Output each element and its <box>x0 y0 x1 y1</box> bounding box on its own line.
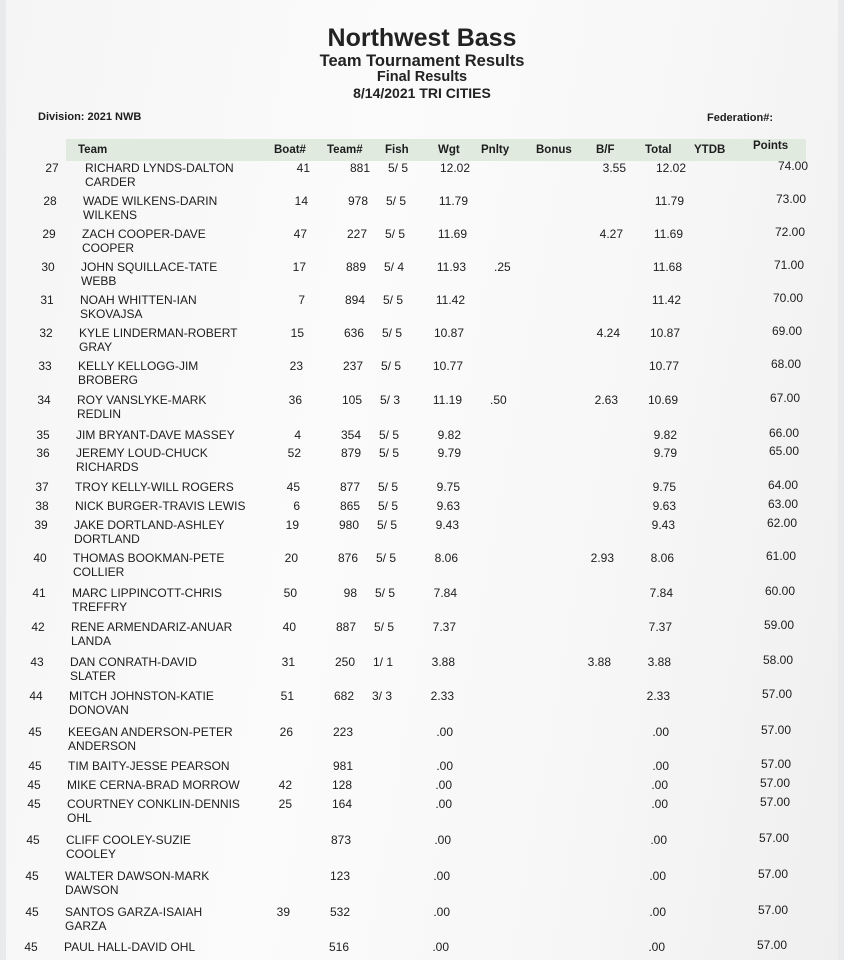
boat-number-cell: 50 <box>283 586 297 600</box>
team-name-line2: TREFFRY <box>72 600 128 614</box>
big-fish-cell: 2.93 <box>590 551 614 565</box>
boat-number-cell: 17 <box>292 260 306 274</box>
total-weight-cell: .00 <box>650 833 667 847</box>
points-cell: 71.00 <box>773 258 804 272</box>
total-weight-cell: 10.87 <box>649 326 680 340</box>
team-name-cell: RICHARD LYNDS-DALTON <box>85 161 234 175</box>
results-sheet <box>6 0 838 960</box>
team-number-cell: 889 <box>345 260 366 274</box>
weight-cell: .00 <box>436 725 453 739</box>
points-cell: 58.00 <box>762 653 793 667</box>
penalty-cell: .25 <box>494 260 511 274</box>
weight-cell: 10.77 <box>432 359 463 373</box>
team-name-cell: TROY KELLY-WILL ROGERS <box>75 480 234 494</box>
weight-cell: 9.75 <box>436 480 460 494</box>
fish-count-cell: 5/ 5 <box>378 480 399 494</box>
fish-count-cell: 5/ 5 <box>378 499 399 513</box>
weight-cell: 9.43 <box>435 518 459 532</box>
fish-count-cell: 5/ 5 <box>388 161 409 175</box>
total-weight-cell: .00 <box>648 940 665 954</box>
team-name-cell: MIKE CERNA-BRAD MORROW <box>67 778 240 792</box>
team-name-cell: JEREMY LOUD-CHUCK <box>76 446 208 460</box>
total-weight-cell: 11.69 <box>653 227 683 241</box>
fish-count-cell: 5/ 5 <box>379 428 400 442</box>
points-cell: 57.00 <box>759 776 790 790</box>
team-number-cell: 877 <box>339 480 360 494</box>
weight-cell: 3.88 <box>431 655 455 669</box>
boat-number-cell: 51 <box>280 689 294 703</box>
rank-cell: 45 <box>25 905 39 919</box>
col-total: Total <box>645 144 672 156</box>
page-subtitle: Team Tournament Results <box>319 52 525 70</box>
points-cell: 62.00 <box>766 516 797 530</box>
team-number-cell: 981 <box>332 759 353 773</box>
boat-number-cell: 40 <box>282 620 296 634</box>
team-number-cell: 887 <box>335 620 356 634</box>
team-name-cell: ZACH COOPER-DAVE <box>82 227 206 241</box>
boat-number-cell: 15 <box>290 326 304 340</box>
team-name-cell: MARC LIPPINCOTT-CHRIS <box>72 586 223 600</box>
team-number-cell: 123 <box>329 869 350 883</box>
rank-cell: 45 <box>28 725 42 739</box>
rank-cell: 28 <box>43 194 57 208</box>
total-weight-cell: .00 <box>651 778 668 792</box>
big-fish-cell: 3.55 <box>602 161 626 175</box>
points-cell: 59.00 <box>763 618 794 632</box>
boat-number-cell: 47 <box>293 227 307 241</box>
weight-cell: 2.33 <box>430 689 454 703</box>
team-number-cell: 105 <box>341 393 362 407</box>
team-name-line2: RICHARDS <box>76 460 139 474</box>
col-ytdb: YTDB <box>694 144 726 156</box>
rank-cell: 45 <box>24 940 38 954</box>
fish-count-cell: 5/ 5 <box>376 551 397 565</box>
team-number-cell: 876 <box>337 551 358 565</box>
rank-cell: 33 <box>38 359 52 373</box>
total-weight-cell: 9.79 <box>653 446 677 460</box>
team-name-line2: OHL <box>67 811 92 825</box>
team-name-line2: COLLIER <box>73 565 125 579</box>
rank-cell: 38 <box>35 499 49 513</box>
team-name-cell: COURTNEY CONKLIN-DENNIS <box>67 797 240 811</box>
rank-cell: 44 <box>29 689 43 703</box>
boat-number-cell: 4 <box>294 428 301 442</box>
results-type: Final Results <box>376 69 468 85</box>
boat-number-cell: 23 <box>289 359 303 373</box>
total-weight-cell: 9.75 <box>652 480 676 494</box>
boat-number-cell: 14 <box>294 194 308 208</box>
boat-number-cell: 36 <box>288 393 302 407</box>
total-weight-cell: .00 <box>651 797 668 811</box>
team-number-cell: 879 <box>340 446 361 460</box>
weight-cell: .00 <box>435 778 452 792</box>
points-cell: 57.00 <box>759 795 790 809</box>
team-number-cell: 980 <box>338 518 359 532</box>
team-name-cell: KYLE LINDERMAN-ROBERT <box>79 326 238 340</box>
rank-cell: 39 <box>34 518 48 532</box>
points-cell: 69.00 <box>771 324 802 338</box>
fish-count-cell: 5/ 3 <box>380 393 401 407</box>
points-cell: 68.00 <box>770 357 801 371</box>
fish-count-cell: 3/ 3 <box>372 689 393 703</box>
team-name-cell: THOMAS BOOKMAN-PETE <box>73 551 225 565</box>
team-name-cell: JIM BRYANT-DAVE MASSEY <box>76 428 235 442</box>
weight-cell: 9.79 <box>437 446 461 460</box>
total-weight-cell: 11.42 <box>651 293 681 307</box>
weight-cell: .00 <box>433 905 450 919</box>
team-name-line2: CARDER <box>85 175 136 189</box>
weight-cell: .00 <box>432 940 449 954</box>
col-bf: B/F <box>596 144 615 156</box>
team-name-cell: RENE ARMENDARIZ-ANUAR <box>71 620 233 634</box>
team-name-line2: BROBERG <box>78 373 139 387</box>
big-fish-cell: 4.24 <box>596 326 620 340</box>
total-weight-cell: 12.02 <box>655 161 686 175</box>
boat-number-cell: 41 <box>296 161 310 175</box>
team-number-cell: 164 <box>331 797 352 811</box>
team-name-line2: LANDA <box>71 634 112 648</box>
team-number-cell: 98 <box>343 586 357 600</box>
weight-cell: 11.42 <box>435 293 465 307</box>
federation-label: Federation#: <box>707 112 774 124</box>
weight-cell: 12.02 <box>439 161 470 175</box>
team-name-line2: DONOVAN <box>69 703 129 717</box>
total-weight-cell: 8.06 <box>650 551 674 565</box>
team-number-cell: 865 <box>339 499 360 513</box>
total-weight-cell: 7.37 <box>648 620 672 634</box>
rank-cell: 29 <box>42 227 56 241</box>
rank-cell: 31 <box>40 293 54 307</box>
team-name-line2: WILKENS <box>83 208 138 222</box>
team-number-cell: 250 <box>334 655 355 669</box>
total-weight-cell: .00 <box>652 759 669 773</box>
boat-number-cell: 42 <box>278 778 292 792</box>
total-weight-cell: .00 <box>649 905 666 919</box>
boat-number-cell: 26 <box>279 725 293 739</box>
team-name-cell: WALTER DAWSON-MARK <box>65 869 210 883</box>
points-cell: 61.00 <box>765 549 796 563</box>
team-number-cell: 881 <box>349 161 370 175</box>
points-cell: 57.00 <box>760 757 791 771</box>
team-number-cell: 682 <box>333 689 354 703</box>
team-name-cell: DAN CONRATH-DAVID <box>70 655 197 669</box>
big-fish-cell: 4.27 <box>599 227 623 241</box>
rank-cell: 41 <box>32 586 46 600</box>
weight-cell: 11.69 <box>437 227 467 241</box>
weight-cell: 7.37 <box>432 620 456 634</box>
team-name-cell: ROY VANSLYKE-MARK <box>77 393 207 407</box>
team-name-line2: GARZA <box>65 919 107 933</box>
weight-cell: .00 <box>433 869 450 883</box>
total-weight-cell: .00 <box>652 725 669 739</box>
fish-count-cell: 5/ 5 <box>375 586 396 600</box>
rank-cell: 35 <box>36 428 50 442</box>
fish-count-cell: 5/ 5 <box>382 326 403 340</box>
col-wgt: Wgt <box>438 144 460 156</box>
total-weight-cell: 9.43 <box>651 518 675 532</box>
points-cell: 73.00 <box>775 192 806 206</box>
weight-cell: 11.79 <box>438 194 468 208</box>
boat-number-cell: 31 <box>281 655 295 669</box>
team-number-cell: 354 <box>340 428 361 442</box>
fish-count-cell: 5/ 5 <box>381 359 402 373</box>
weight-cell: 11.19 <box>432 393 462 407</box>
total-weight-cell: 10.77 <box>648 359 679 373</box>
points-cell: 72.00 <box>774 225 805 239</box>
team-number-cell: 237 <box>342 359 363 373</box>
col-team: Team <box>78 144 108 156</box>
team-name-cell: MITCH JOHNSTON-KATIE <box>69 689 214 703</box>
big-fish-cell: 3.88 <box>587 655 611 669</box>
team-number-cell: 227 <box>346 227 367 241</box>
team-name-line2: GRAY <box>79 340 113 354</box>
weight-cell: 10.87 <box>433 326 464 340</box>
fish-count-cell: 1/ 1 <box>373 655 394 669</box>
team-name-line2: REDLIN <box>77 407 122 421</box>
total-weight-cell: 3.88 <box>647 655 671 669</box>
points-cell: 66.00 <box>768 426 799 440</box>
event-date-location: 8/14/2021 TRI CITIES <box>353 85 491 101</box>
total-weight-cell: 2.33 <box>646 689 670 703</box>
team-name-cell: WADE WILKENS-DARIN <box>83 194 218 208</box>
fish-count-cell: 5/ 4 <box>384 260 405 274</box>
weight-cell: 8.06 <box>434 551 458 565</box>
page-title: Northwest Bass <box>327 24 517 52</box>
team-name-line2: DORTLAND <box>74 532 140 546</box>
team-number-cell: 636 <box>343 326 364 340</box>
weight-cell: 11.93 <box>436 260 466 274</box>
points-cell: 57.00 <box>757 903 788 917</box>
team-name-line2: SLATER <box>70 669 116 683</box>
points-cell: 57.00 <box>760 723 791 737</box>
points-cell: 60.00 <box>764 584 795 598</box>
team-name-cell: NOAH WHITTEN-IAN <box>80 293 197 307</box>
total-weight-cell: 10.69 <box>647 393 678 407</box>
team-name-line2: ANDERSON <box>68 739 137 753</box>
col-pnlty: Pnlty <box>481 144 510 156</box>
col-points: Points <box>753 140 789 152</box>
total-weight-cell: 9.82 <box>653 428 677 442</box>
weight-cell: 7.84 <box>433 586 457 600</box>
rank-cell: 27 <box>45 161 59 175</box>
team-name-cell: TIM BAITY-JESSE PEARSON <box>68 759 230 773</box>
boat-number-cell: 52 <box>287 446 301 460</box>
points-cell: 57.00 <box>756 938 787 952</box>
total-weight-cell: 11.79 <box>654 194 684 208</box>
total-weight-cell: 9.63 <box>652 499 676 513</box>
team-number-cell: 873 <box>330 833 351 847</box>
col-boat: Boat# <box>274 144 306 156</box>
rank-cell: 32 <box>39 326 53 340</box>
big-fish-cell: 2.63 <box>594 393 618 407</box>
team-number-cell: 532 <box>329 905 350 919</box>
boat-number-cell: 20 <box>284 551 298 565</box>
team-name-cell: KEEGAN ANDERSON-PETER <box>68 725 233 739</box>
boat-number-cell: 39 <box>276 905 290 919</box>
rank-cell: 45 <box>25 869 39 883</box>
team-name-cell: SANTOS GARZA-ISAIAH <box>65 905 203 919</box>
col-fish: Fish <box>385 144 409 156</box>
fish-count-cell: 5/ 5 <box>386 194 407 208</box>
team-number-cell: 223 <box>332 725 353 739</box>
points-cell: 57.00 <box>757 867 788 881</box>
col-team-number: Team# <box>327 144 363 156</box>
total-weight-cell: 7.84 <box>649 586 673 600</box>
weight-cell: 9.63 <box>436 499 460 513</box>
team-number-cell: 128 <box>331 778 352 792</box>
team-name-cell: JAKE DORTLAND-ASHLEY <box>74 518 225 532</box>
points-cell: 57.00 <box>761 687 792 701</box>
total-weight-cell: .00 <box>649 869 666 883</box>
boat-number-cell: 25 <box>278 797 292 811</box>
points-cell: 74.00 <box>777 159 808 173</box>
weight-cell: .00 <box>435 797 452 811</box>
rank-cell: 45 <box>28 759 42 773</box>
team-name-cell: NICK BURGER-TRAVIS LEWIS <box>75 499 246 513</box>
rank-cell: 40 <box>33 551 47 565</box>
fish-count-cell: 5/ 5 <box>377 518 398 532</box>
total-weight-cell: 11.68 <box>652 260 682 274</box>
team-name-line2: DAWSON <box>65 883 119 897</box>
team-name-line2: COOLEY <box>66 847 117 861</box>
fish-count-cell: 5/ 5 <box>374 620 395 634</box>
rank-cell: 45 <box>26 833 40 847</box>
rank-cell: 45 <box>27 778 41 792</box>
team-number-cell: 894 <box>344 293 365 307</box>
rank-cell: 42 <box>31 620 45 634</box>
team-number-cell: 978 <box>347 194 368 208</box>
team-name-cell: PAUL HALL-DAVID OHL <box>64 940 196 954</box>
points-cell: 63.00 <box>767 497 798 511</box>
points-cell: 70.00 <box>772 291 803 305</box>
team-name-cell: CLIFF COOLEY-SUZIE <box>66 833 191 847</box>
points-cell: 65.00 <box>768 444 799 458</box>
team-name-line2: COOPER <box>82 241 135 255</box>
weight-cell: .00 <box>436 759 453 773</box>
fish-count-cell: 5/ 5 <box>385 227 406 241</box>
points-cell: 67.00 <box>769 391 800 405</box>
boat-number-cell: 6 <box>293 499 300 513</box>
rank-cell: 43 <box>30 655 44 669</box>
rank-cell: 36 <box>36 446 50 460</box>
points-cell: 57.00 <box>758 831 789 845</box>
rank-cell: 30 <box>41 260 55 274</box>
boat-number-cell: 7 <box>298 293 305 307</box>
division-label: Division: 2021 NWB <box>38 111 142 123</box>
weight-cell: .00 <box>434 833 451 847</box>
fish-count-cell: 5/ 5 <box>379 446 400 460</box>
team-number-cell: 516 <box>328 940 349 954</box>
fish-count-cell: 5/ 5 <box>383 293 404 307</box>
team-name-cell: JOHN SQUILLACE-TATE <box>81 260 218 274</box>
rank-cell: 37 <box>35 480 49 494</box>
boat-number-cell: 45 <box>286 480 300 494</box>
team-name-line2: SKOVAJSA <box>80 307 143 321</box>
rank-cell: 45 <box>27 797 41 811</box>
points-cell: 64.00 <box>767 478 798 492</box>
team-name-line2: WEBB <box>81 274 117 288</box>
boat-number-cell: 19 <box>285 518 299 532</box>
penalty-cell: .50 <box>490 393 507 407</box>
team-name-cell: KELLY KELLOGG-JIM <box>78 359 199 373</box>
weight-cell: 9.82 <box>437 428 461 442</box>
rank-cell: 34 <box>37 393 51 407</box>
col-bonus: Bonus <box>536 144 572 156</box>
